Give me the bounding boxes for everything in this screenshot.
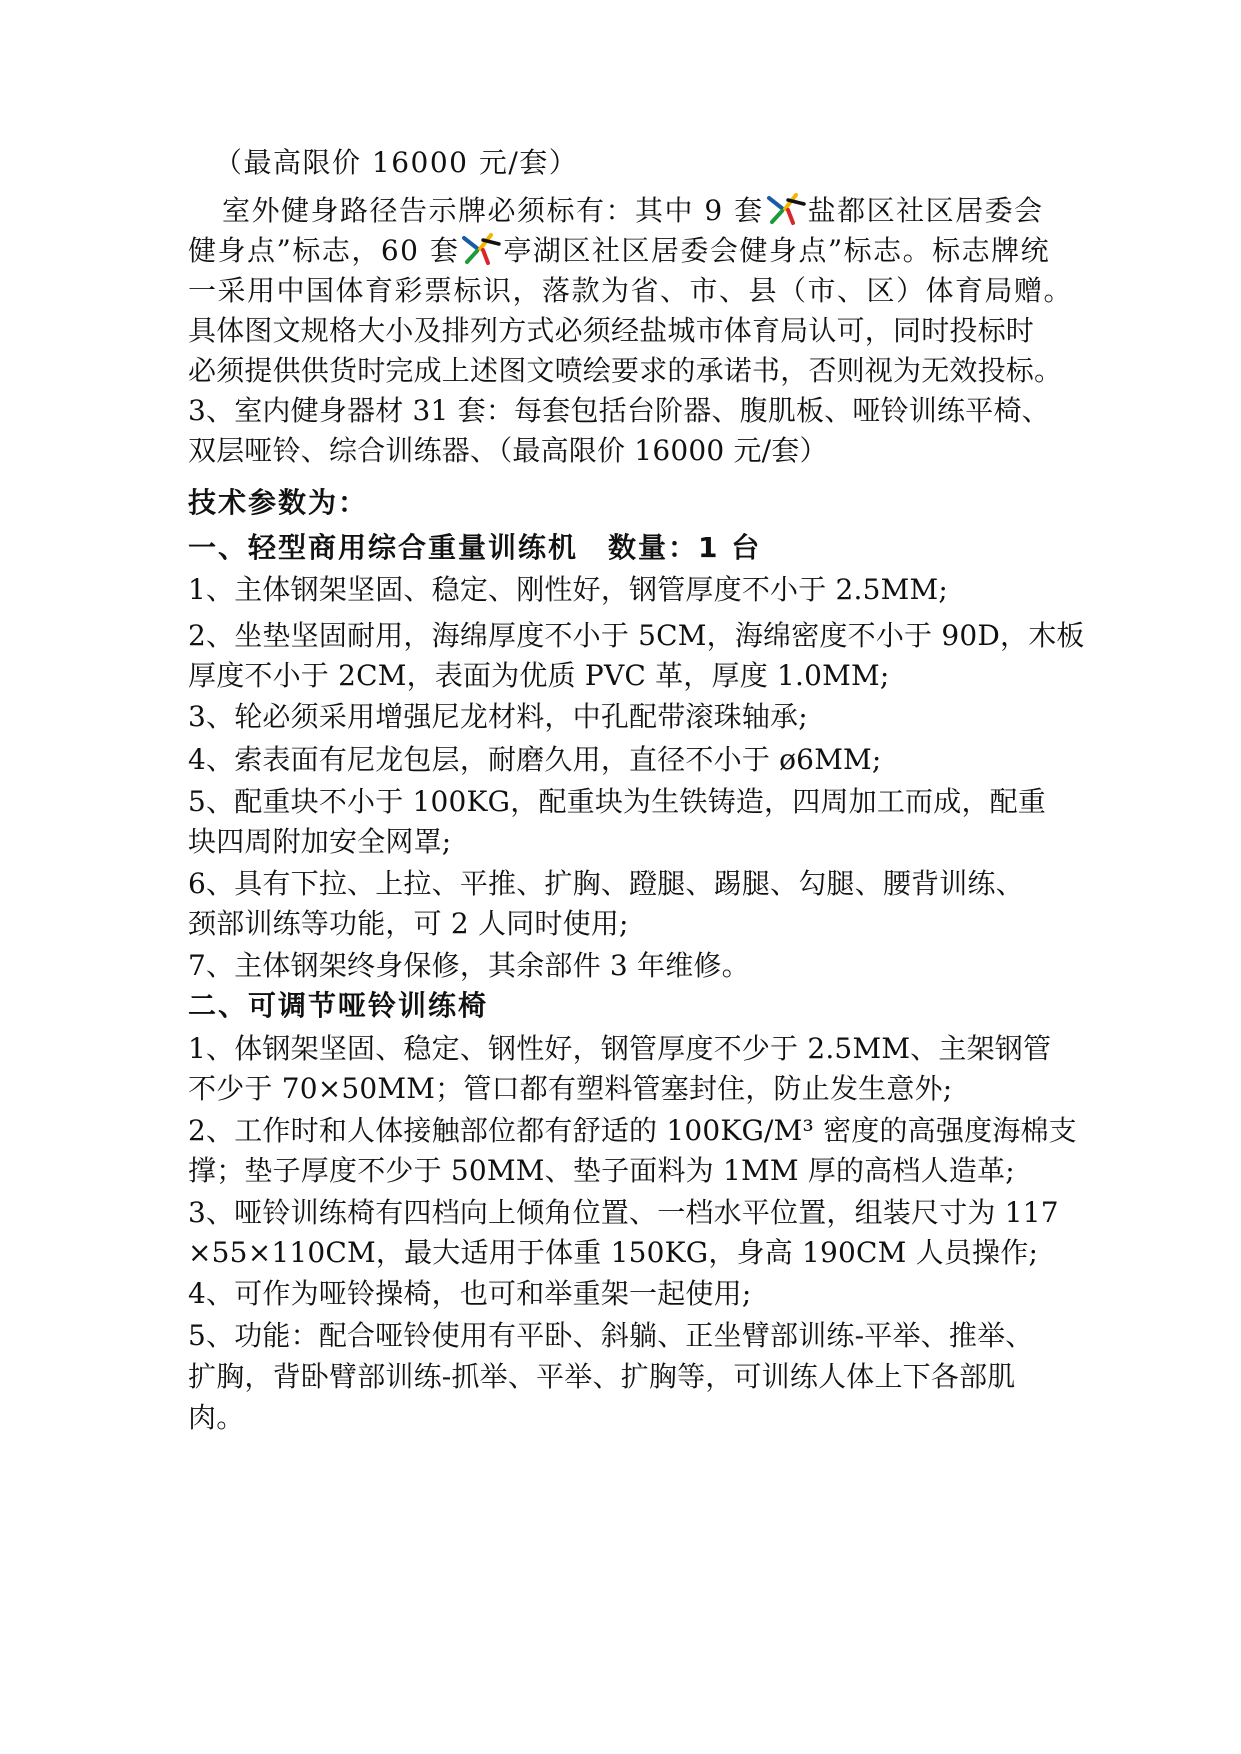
lottery-logo-icon [766, 192, 806, 226]
section1-line: 7、主体钢架终身保修，其余部件 3 年维修。 [188, 949, 750, 982]
sign-text-2: 盐都区社区居委会 [807, 194, 1044, 227]
section2-line: 不少于 70×50MM；管口都有塑料管塞封住，防止发生意外; [188, 1072, 953, 1105]
section2-line: 2、工作时和人体接触部位都有舒适的 100KG/M³ 密度的高强度海棉支 [188, 1114, 1077, 1147]
section2-line: 3、哑铃训练椅有四档向上倾角位置、一档水平位置，组装尺寸为 117 [188, 1196, 1059, 1229]
section1-line: 块四周附加安全网罩; [188, 825, 452, 858]
section1-title: 一、轻型商用综合重量训练机 数量：1 台 [188, 531, 762, 564]
section1-line: 颈部训练等功能，可 2 人同时使用; [188, 907, 629, 940]
sign-text-1: 室外健身路径告示牌必须标有：其中 9 套 [222, 194, 764, 227]
section2-line: 撑；垫子厚度不少于 50MM、垫子面料为 1MM 厚的高档人造革; [188, 1154, 1015, 1187]
section1-line: 4、索表面有尼龙包层，耐磨久用，直径不小于 ø6MM; [188, 743, 882, 776]
section1-line: 1、主体钢架坚固、稳定、刚性好，钢管厚度不小于 2.5MM; [188, 573, 949, 606]
sign-requirement-line-5: 必须提供供货时完成上述图文喷绘要求的承诺书，否则视为无效投标。 [188, 354, 1063, 387]
sign-text-3: 健身点”标志，60 套 [188, 234, 460, 267]
section1-line: 6、具有下拉、上拉、平推、扩胸、蹬腿、踢腿、勾腿、腰背训练、 [188, 867, 1024, 900]
section2-line: 5、功能：配合哑铃使用有平卧、斜躺、正坐臂部训练-平举、推举、 [188, 1319, 1034, 1352]
section1-line: 厚度不小于 2CM，表面为优质 PVC 革，厚度 1.0MM; [188, 659, 890, 692]
sign-requirement-line-3: 一采用中国体育彩票标识，落款为省、市、县（市、区）体育局赠。 [188, 274, 1074, 307]
price-note: （最高限价 16000 元/套） [214, 146, 579, 179]
section2-title: 二、可调节哑铃训练椅 [188, 989, 489, 1022]
item3-line-1: 3、室内健身器材 31 套：每套包括台阶器、腹肌板、哑铃训练平椅、 [188, 394, 1050, 427]
sign-requirement-line-4: 具体图文规格大小及排列方式必须经盐城市体育局认可，同时投标时 [188, 314, 1035, 347]
lottery-logo-icon [461, 232, 501, 266]
section2-line: ×55×110CM，最大适用于体重 150KG，身高 190CM 人员操作; [188, 1236, 1039, 1269]
section2-line: 扩胸，背卧臂部训练-抓举、平举、扩胸等，可训练人体上下各部肌 [188, 1360, 1016, 1393]
tech-heading: 技术参数为： [188, 486, 369, 519]
section1-line: 3、轮必须采用增强尼龙材料，中孔配带滚珠轴承; [188, 700, 808, 733]
section2-line: 4、可作为哑铃操椅，也可和举重架一起使用; [188, 1277, 752, 1310]
sign-requirement-line-2 [188, 231, 1050, 271]
section1-line: 2、坐垫坚固耐用，海绵厚度不小于 5CM，海绵密度不小于 90D，木板 [188, 619, 1085, 652]
sign-text-4: 亭湖区社区居委会健身点”标志。标志牌统 [503, 234, 1051, 267]
section2-line: 1、体钢架坚固、稳定、钢性好，钢管厚度不少于 2.5MM、主架钢管 [188, 1032, 1052, 1065]
section1-line: 5、配重块不小于 100KG，配重块为生铁铸造，四周加工而成，配重 [188, 785, 1047, 818]
sign-requirement-line-1 [222, 191, 1044, 231]
section2-line: 肉。 [188, 1401, 245, 1434]
item3-line-2: 双层哑铃、综合训练器、（最高限价 16000 元/套） [188, 434, 828, 467]
